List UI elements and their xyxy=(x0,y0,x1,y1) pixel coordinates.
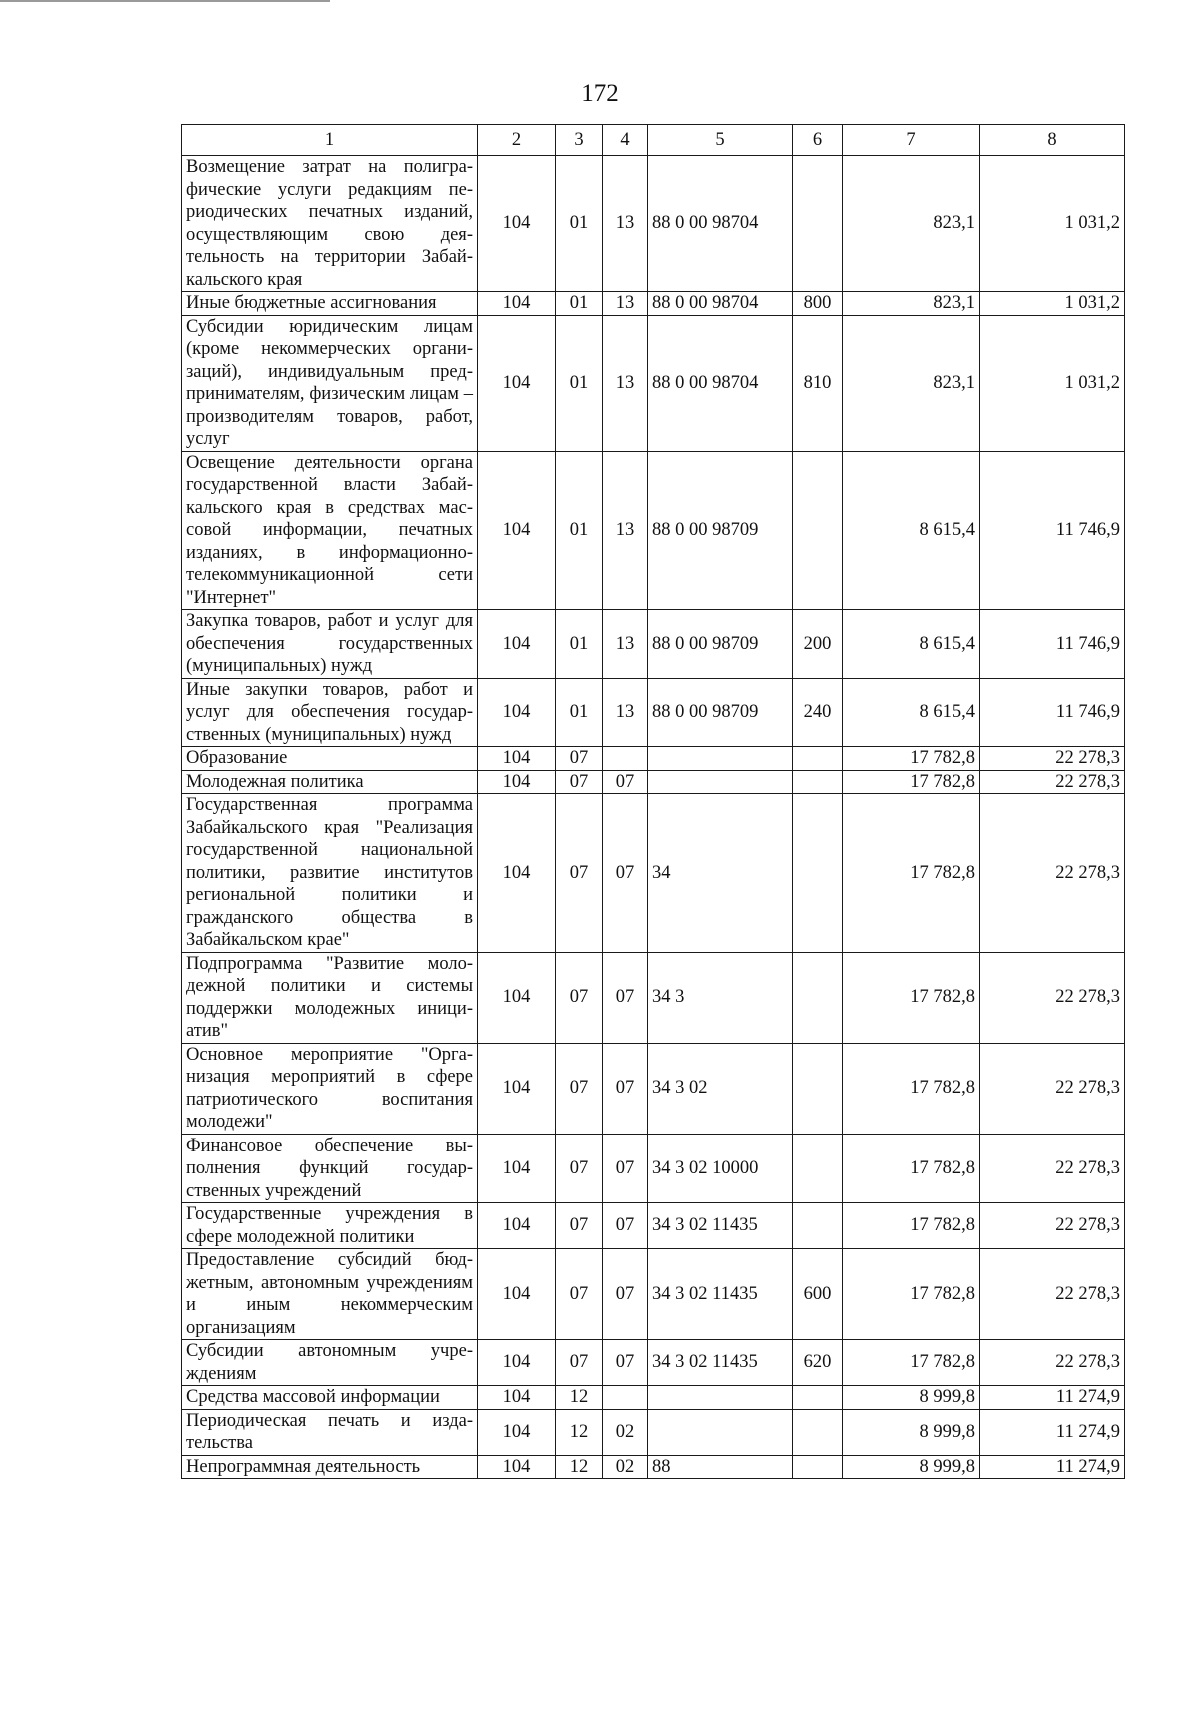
table-row xyxy=(182,678,1125,747)
cell-target-article: 88 0 00 98709 xyxy=(648,451,793,610)
table-row xyxy=(182,770,1125,794)
cell-ministry-code: 104 xyxy=(478,794,556,953)
cell-amount-col7: 8 615,4 xyxy=(843,610,980,679)
cell-subsection-code: 02 xyxy=(603,1409,648,1455)
cell-expense-type xyxy=(793,1203,843,1249)
cell-target-article xyxy=(648,1409,793,1455)
cell-amount-col8: 1 031,2 xyxy=(980,156,1125,292)
cell-target-article: 34 3 02 11435 xyxy=(648,1340,793,1386)
cell-subsection-code: 13 xyxy=(603,678,648,747)
cell-amount-col7: 823,1 xyxy=(843,315,980,451)
cell-ministry-code: 104 xyxy=(478,1386,556,1410)
cell-target-article: 34 3 02 10000 xyxy=(648,1134,793,1203)
cell-amount-col8: 1 031,2 xyxy=(980,315,1125,451)
cell-item-name: Государственная программа Забайкальского края "Реализация государственной национальной политики, развитие институтов региональной политики и гражданского общества в Забайкальском крае" xyxy=(182,794,478,953)
cell-expense-type xyxy=(793,770,843,794)
table-row xyxy=(182,1134,1125,1203)
cell-expense-type xyxy=(793,794,843,953)
cell-subsection-code xyxy=(603,1386,648,1410)
cell-amount-col7: 17 782,8 xyxy=(843,747,980,771)
header-cell: 7 xyxy=(843,125,980,156)
cell-section-code: 12 xyxy=(556,1455,603,1479)
cell-target-article: 34 3 02 11435 xyxy=(648,1249,793,1340)
cell-target-article: 88 0 00 98704 xyxy=(648,315,793,451)
cell-item-name: Средства массовой информации xyxy=(182,1386,478,1410)
cell-amount-col7: 8 999,8 xyxy=(843,1386,980,1410)
cell-amount-col8: 11 746,9 xyxy=(980,678,1125,747)
cell-amount-col8: 22 278,3 xyxy=(980,1340,1125,1386)
cell-subsection-code: 13 xyxy=(603,315,648,451)
cell-amount-col7: 17 782,8 xyxy=(843,952,980,1043)
cell-ministry-code: 104 xyxy=(478,1249,556,1340)
cell-ministry-code: 104 xyxy=(478,952,556,1043)
cell-section-code: 12 xyxy=(556,1409,603,1455)
table-row xyxy=(182,1203,1125,1249)
cell-expense-type xyxy=(793,1409,843,1455)
table-row xyxy=(182,292,1125,316)
cell-ministry-code: 104 xyxy=(478,747,556,771)
cell-section-code: 07 xyxy=(556,770,603,794)
header-cell: 4 xyxy=(603,125,648,156)
cell-amount-col7: 823,1 xyxy=(843,292,980,316)
cell-item-name: Финансовое обеспечение выполнения функций государственных учреждений xyxy=(182,1134,478,1203)
cell-subsection-code: 07 xyxy=(603,1043,648,1134)
cell-section-code: 07 xyxy=(556,1249,603,1340)
cell-expense-type: 800 xyxy=(793,292,843,316)
header-cell: 1 xyxy=(182,125,478,156)
cell-subsection-code: 13 xyxy=(603,156,648,292)
cell-section-code: 01 xyxy=(556,451,603,610)
cell-target-article: 88 xyxy=(648,1455,793,1479)
cell-section-code: 07 xyxy=(556,1340,603,1386)
cell-item-name: Закупка товаров, работ и услуг для обеспечения государственных (муниципальных) нужд xyxy=(182,610,478,679)
cell-expense-type: 620 xyxy=(793,1340,843,1386)
header-cell: 8 xyxy=(980,125,1125,156)
cell-target-article: 88 0 00 98709 xyxy=(648,678,793,747)
cell-expense-type xyxy=(793,952,843,1043)
cell-item-name: Периодическая печать и издательства xyxy=(182,1409,478,1455)
cell-item-name: Непрограммная деятельность xyxy=(182,1455,478,1479)
cell-amount-col8: 22 278,3 xyxy=(980,747,1125,771)
table-row xyxy=(182,1386,1125,1410)
budget-table xyxy=(181,124,1125,1479)
cell-section-code: 07 xyxy=(556,1134,603,1203)
cell-section-code: 07 xyxy=(556,952,603,1043)
cell-section-code: 01 xyxy=(556,315,603,451)
table-row xyxy=(182,610,1125,679)
cell-item-name: Иные закупки товаров, работ и услуг для обеспечения государственных (муниципальных) нужд xyxy=(182,678,478,747)
cell-amount-col8: 11 274,9 xyxy=(980,1409,1125,1455)
cell-section-code: 01 xyxy=(556,610,603,679)
page-number: 172 xyxy=(581,80,619,107)
cell-section-code: 12 xyxy=(556,1386,603,1410)
cell-ministry-code: 104 xyxy=(478,156,556,292)
header-cell: 3 xyxy=(556,125,603,156)
cell-amount-col7: 17 782,8 xyxy=(843,1249,980,1340)
cell-item-name: Возмещение затрат на полиграфические услуги редакциям периодических печатных изданий, осуществляющим свою деятельность на территории Забайкальского края xyxy=(182,156,478,292)
table-row xyxy=(182,952,1125,1043)
cell-item-name: Субсидии юридическим лицам (кроме некоммерческих организаций), индивидуальным предпринимателям, физическим лицам – производителям товаров, работ, услуг xyxy=(182,315,478,451)
cell-expense-type: 240 xyxy=(793,678,843,747)
cell-subsection-code: 13 xyxy=(603,610,648,679)
cell-amount-col8: 11 746,9 xyxy=(980,610,1125,679)
cell-section-code: 01 xyxy=(556,292,603,316)
cell-expense-type xyxy=(793,451,843,610)
cell-item-name: Предоставление субсидий бюджетным, автономным учреждениям и иным некоммерческим организациям xyxy=(182,1249,478,1340)
cell-amount-col8: 22 278,3 xyxy=(980,770,1125,794)
cell-item-name: Субсидии автономным учреждениям xyxy=(182,1340,478,1386)
cell-section-code: 07 xyxy=(556,794,603,953)
cell-subsection-code xyxy=(603,747,648,771)
header-cell: 6 xyxy=(793,125,843,156)
cell-amount-col7: 17 782,8 xyxy=(843,1134,980,1203)
table-row xyxy=(182,1455,1125,1479)
cell-expense-type xyxy=(793,747,843,771)
cell-ministry-code: 104 xyxy=(478,1455,556,1479)
cell-subsection-code: 07 xyxy=(603,1134,648,1203)
cell-section-code: 07 xyxy=(556,747,603,771)
table-row xyxy=(182,1249,1125,1340)
table-row xyxy=(182,1043,1125,1134)
cell-section-code: 07 xyxy=(556,1203,603,1249)
cell-expense-type xyxy=(793,1386,843,1410)
cell-ministry-code: 104 xyxy=(478,678,556,747)
cell-expense-type xyxy=(793,1455,843,1479)
header-cell: 2 xyxy=(478,125,556,156)
cell-subsection-code: 07 xyxy=(603,952,648,1043)
cell-amount-col7: 823,1 xyxy=(843,156,980,292)
cell-amount-col8: 22 278,3 xyxy=(980,1203,1125,1249)
cell-ministry-code: 104 xyxy=(478,1340,556,1386)
cell-expense-type xyxy=(793,156,843,292)
cell-expense-type: 200 xyxy=(793,610,843,679)
cell-amount-col8: 22 278,3 xyxy=(980,1134,1125,1203)
cell-amount-col8: 11 746,9 xyxy=(980,451,1125,610)
table-row xyxy=(182,156,1125,292)
cell-item-name: Молодежная политика xyxy=(182,770,478,794)
cell-amount-col7: 17 782,8 xyxy=(843,1203,980,1249)
header-row xyxy=(182,125,1125,156)
cell-target-article xyxy=(648,770,793,794)
cell-target-article: 34 xyxy=(648,794,793,953)
cell-ministry-code: 104 xyxy=(478,1134,556,1203)
cell-ministry-code: 104 xyxy=(478,1203,556,1249)
cell-item-name: Освещение деятельности органа государственной власти Забайкальского края в средствах массовой информации, печатных изданиях, в информационно-телекоммуникационной сети "Интернет" xyxy=(182,451,478,610)
table-row xyxy=(182,315,1125,451)
cell-subsection-code: 07 xyxy=(603,794,648,953)
cell-ministry-code: 104 xyxy=(478,451,556,610)
cell-ministry-code: 104 xyxy=(478,292,556,316)
cell-expense-type xyxy=(793,1134,843,1203)
cell-amount-col8: 22 278,3 xyxy=(980,1043,1125,1134)
cell-item-name: Подпрограмма "Развитие молодежной политики и системы поддержки молодежных инициатив" xyxy=(182,952,478,1043)
cell-amount-col7: 17 782,8 xyxy=(843,1043,980,1134)
cell-amount-col7: 8 999,8 xyxy=(843,1455,980,1479)
cell-amount-col7: 17 782,8 xyxy=(843,794,980,953)
cell-ministry-code: 104 xyxy=(478,610,556,679)
table-row xyxy=(182,747,1125,771)
cell-ministry-code: 104 xyxy=(478,1409,556,1455)
cell-ministry-code: 104 xyxy=(478,770,556,794)
cell-subsection-code: 07 xyxy=(603,770,648,794)
cell-amount-col7: 8 615,4 xyxy=(843,451,980,610)
cell-subsection-code: 07 xyxy=(603,1340,648,1386)
table-row xyxy=(182,451,1125,610)
cell-target-article: 34 3 02 11435 xyxy=(648,1203,793,1249)
table-row xyxy=(182,1340,1125,1386)
cell-amount-col7: 8 999,8 xyxy=(843,1409,980,1455)
cell-section-code: 01 xyxy=(556,156,603,292)
cell-subsection-code: 02 xyxy=(603,1455,648,1479)
cell-item-name: Основное мероприятие "Организация мероприятий в сфере патриотического воспитания молодежи" xyxy=(182,1043,478,1134)
cell-item-name: Государственные учреждения в сфере молодежной политики xyxy=(182,1203,478,1249)
table-row xyxy=(182,1409,1125,1455)
cell-item-name: Образование xyxy=(182,747,478,771)
cell-amount-col8: 22 278,3 xyxy=(980,952,1125,1043)
cell-target-article: 34 3 02 xyxy=(648,1043,793,1134)
cell-amount-col7: 17 782,8 xyxy=(843,1340,980,1386)
table-body xyxy=(182,156,1125,1479)
cell-item-name: Иные бюджетные ассигнования xyxy=(182,292,478,316)
scan-edge-line xyxy=(0,0,330,2)
cell-target-article xyxy=(648,747,793,771)
cell-target-article: 88 0 00 98704 xyxy=(648,292,793,316)
cell-target-article: 88 0 00 98709 xyxy=(648,610,793,679)
cell-subsection-code: 07 xyxy=(603,1249,648,1340)
table-row xyxy=(182,794,1125,953)
cell-target-article xyxy=(648,1386,793,1410)
header-cell: 5 xyxy=(648,125,793,156)
cell-amount-col8: 22 278,3 xyxy=(980,1249,1125,1340)
cell-amount-col8: 22 278,3 xyxy=(980,794,1125,953)
cell-expense-type xyxy=(793,1043,843,1134)
cell-expense-type: 600 xyxy=(793,1249,843,1340)
cell-amount-col8: 11 274,9 xyxy=(980,1455,1125,1479)
cell-amount-col7: 17 782,8 xyxy=(843,770,980,794)
cell-amount-col8: 1 031,2 xyxy=(980,292,1125,316)
cell-section-code: 01 xyxy=(556,678,603,747)
cell-ministry-code: 104 xyxy=(478,315,556,451)
cell-target-article: 34 3 xyxy=(648,952,793,1043)
cell-subsection-code: 13 xyxy=(603,451,648,610)
cell-amount-col7: 8 615,4 xyxy=(843,678,980,747)
cell-subsection-code: 07 xyxy=(603,1203,648,1249)
cell-target-article: 88 0 00 98704 xyxy=(648,156,793,292)
cell-section-code: 07 xyxy=(556,1043,603,1134)
cell-amount-col8: 11 274,9 xyxy=(980,1386,1125,1410)
cell-ministry-code: 104 xyxy=(478,1043,556,1134)
cell-expense-type: 810 xyxy=(793,315,843,451)
cell-subsection-code: 13 xyxy=(603,292,648,316)
